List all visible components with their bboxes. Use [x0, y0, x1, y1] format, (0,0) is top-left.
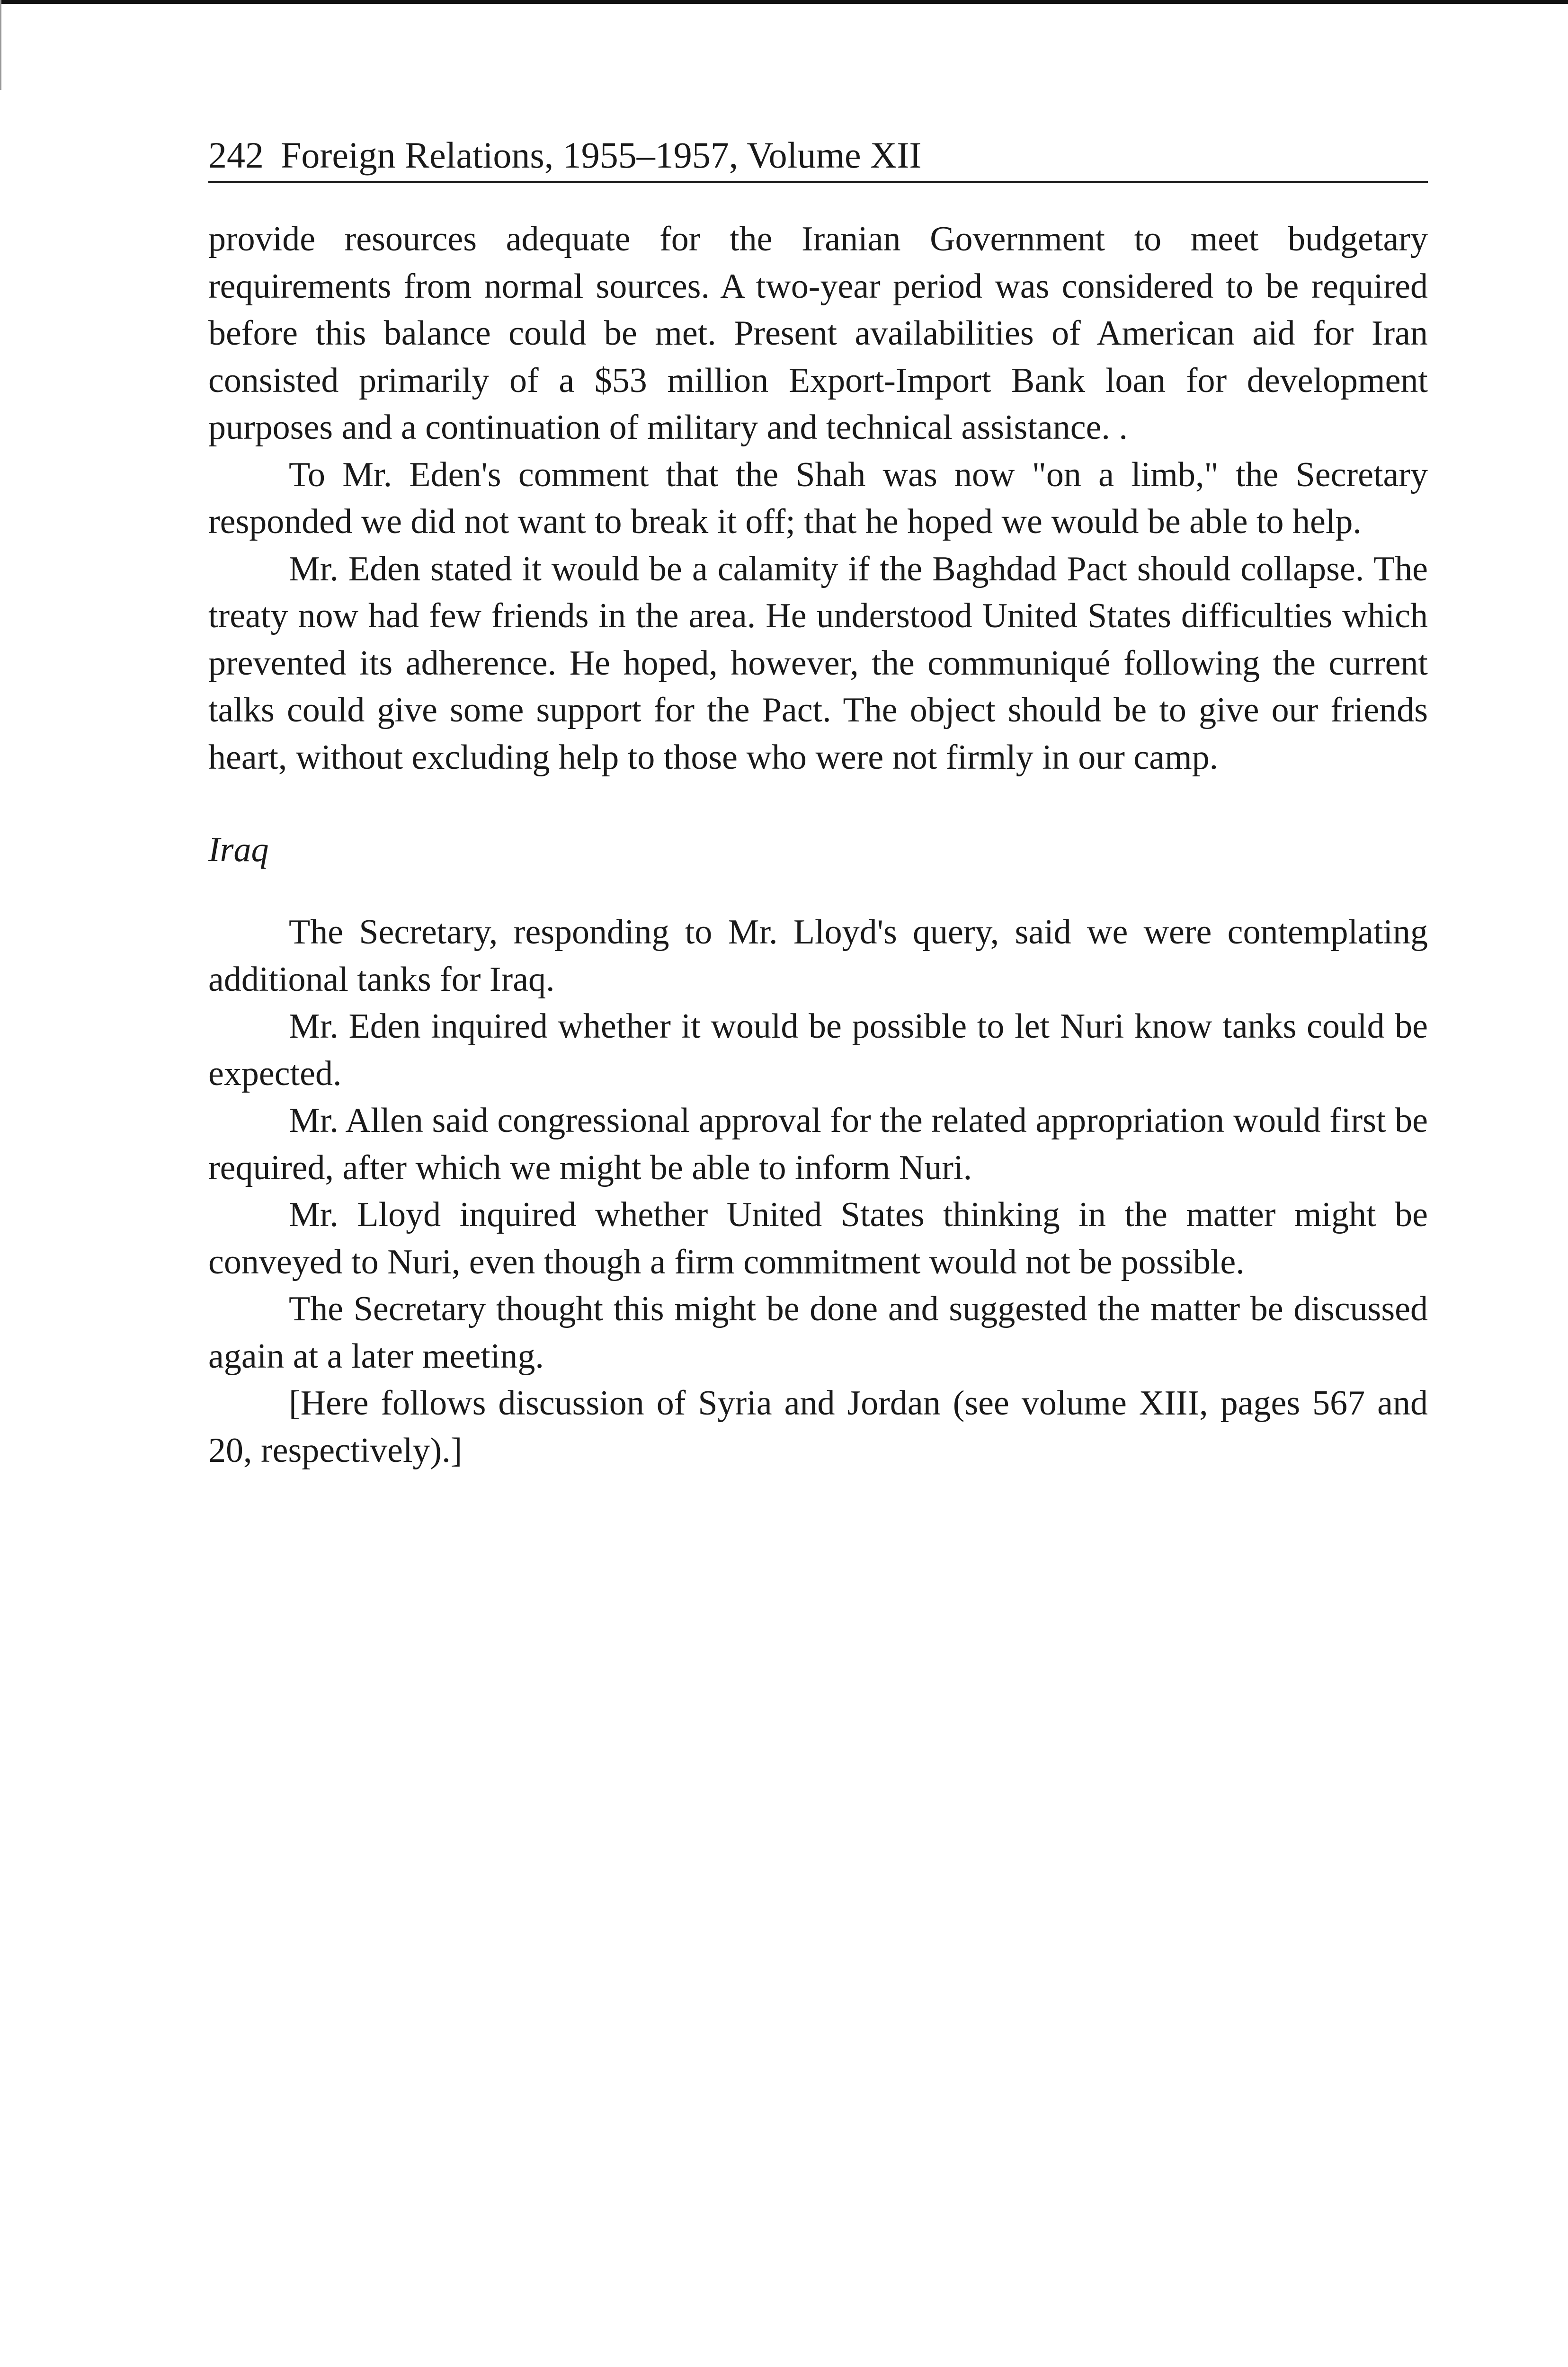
body-text [208, 216, 1428, 1474]
paragraph-continued: provide resources adequate for the Iranian Government to meet budgetary requirements from normal sources. A two-year period was considered to be required before this balance could be met. Present availabilities of American aid for Iran consisted primarily of a $53 million Export-Import Bank loan for development purposes and a continuation of military and technical assistance. . [208, 220, 1428, 447]
scan-edge-left [0, 0, 1, 90]
paragraph: Mr. Lloyd inquired whether United States thinking in the matter might be conveyed to Nuri, even though a firm commitment would not be possible. [208, 1195, 1428, 1281]
running-header [208, 133, 1428, 183]
page-number: 242 [208, 134, 264, 176]
volume-title: Foreign Relations, 1955–1957, Volume XII [281, 134, 922, 176]
paragraph: To Mr. Eden's comment that the Shah was now "on a limb," the Secretary responded we did not want to break it off; that he hoped we would be able to help. [208, 455, 1428, 541]
scan-edge-top [0, 0, 1568, 4]
document-page [208, 133, 1428, 1474]
paragraph: Mr. Eden inquired whether it would be possible to let Nuri know tanks could be expected. [208, 1007, 1428, 1093]
section-heading-iraq: Iraq [208, 830, 269, 869]
paragraph: The Secretary, responding to Mr. Lloyd's query, said we were contemplating additional tanks for Iraq. [208, 913, 1428, 999]
paragraph: Mr. Eden stated it would be a calamity if the Baghdad Pact should collapse. The treaty now had few friends in the area. He understood United States difficulties which prevented its adherence. He hoped, however, the communiqué following the current talks could give some support for the Pact. The object should be to give our friends heart, without excluding help to those who were not firmly in our camp. [208, 549, 1428, 777]
paragraph: The Secretary thought this might be done and suggested the matter be discussed again at a later meeting. [208, 1290, 1428, 1376]
paragraph: Mr. Allen said congressional approval for the related appropriation would first be required, after which we might be able to inform Nuri. [208, 1101, 1428, 1187]
editorial-note: [Here follows discussion of Syria and Jordan (see volume XIII, pages 567 and 20, respectively).] [208, 1384, 1428, 1470]
